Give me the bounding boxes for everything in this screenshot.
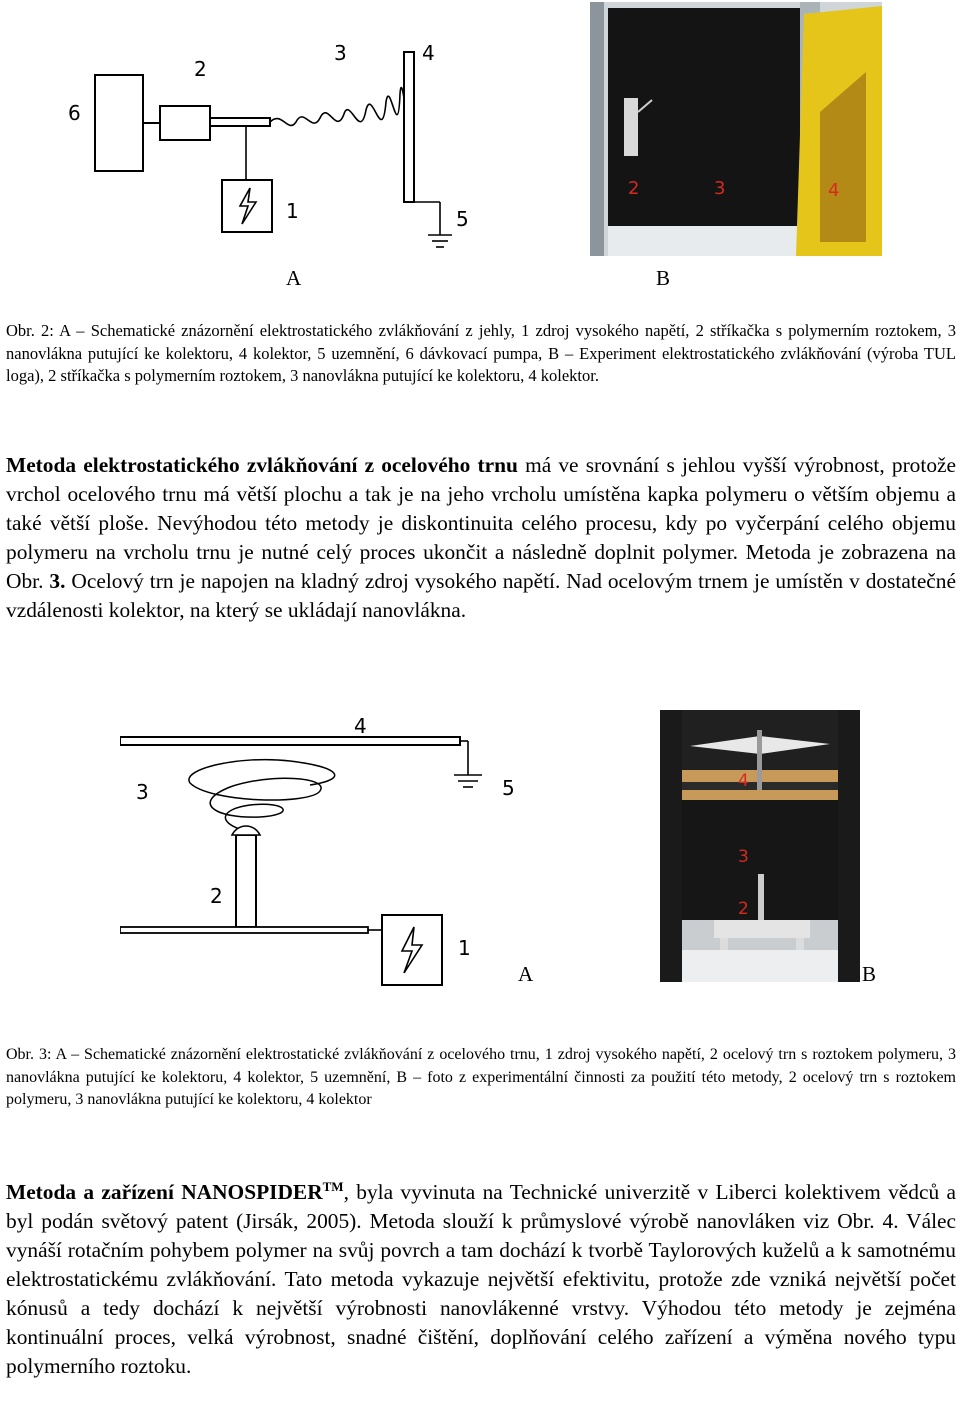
steel-rod-electrospinning-schematic [120,705,520,995]
photo-label-3: 3 [738,847,749,867]
label-6: 6 [68,101,81,125]
needle [210,118,270,126]
label-3: 3 [334,41,347,65]
photo-label-2: 2 [738,899,749,919]
caption-prefix: Obr. 2: [6,321,54,340]
label-2: 2 [194,57,207,81]
photo-label-4: 4 [738,771,749,791]
collector [120,737,460,745]
label-2: 2 [210,884,223,908]
paragraph-text-b: Ocelový trn je napojen na kladný zdroj vysokého napětí. Nad ocelovým trnem je umístěn v dostatečné vzdálenosti kolektor, na který se ukládají nanovlákna. [6,569,956,622]
collector [404,52,414,202]
caption-text: A – Schematické znázornění elektrostatické zvlákňování z ocelového trnu, 1 zdroj vysokého napětí, 2 ocelový trn s roztokem polymeru, 3 nanovlákna putující ke kolektoru, 4 kolektor, 5 uzemnění, B – foto z experimentální činnosti za použití této metody, 2 ocelový trn s roztokem polymeru, 3 nanovlákna putující ke kolektoru, 4 kolektor [6,1046,956,1108]
photo-label-4: 4 [828,180,840,201]
rod-base [120,927,368,933]
label-1: 1 [458,936,471,960]
label-3: 3 [136,780,149,804]
caption-text: A – Schematické znázornění elektrostatického zvlákňování z jehly, 1 zdroj vysokého napětí, 2 stříkačka s polymerním roztokem, 3 nanovlákna putující ke kolektoru, 4 kolektor, 5 uzemnění, 6 dávkovací pumpa, B – Experiment elektrostatického zvlákňování (výroba TUL loga), 2 stříkačka s polymerním roztokem, 3 nanovlákna putující ke kolektoru, 4 kolektor. [6,321,956,385]
panel-label-b: B [862,962,877,986]
panel-label-a: A [518,962,534,986]
label-1: 1 [286,199,299,223]
syringe [160,106,210,140]
label-4: 4 [354,714,367,738]
trademark-mark: TM [322,1179,344,1194]
paragraph-nanospider [6,1172,956,1381]
nanofiber-path [189,760,335,831]
panel-label-b: B [656,266,671,290]
photo-label-2: 2 [628,178,640,199]
high-voltage-source [382,915,442,985]
figure-3-caption [6,1044,956,1112]
figure-2-caption [6,320,956,388]
needle-electrospinning-schematic [50,30,490,260]
photo-label-3: 3 [714,178,726,199]
panel-label-a: A [286,266,302,290]
paragraph-text: , byla vyvinuta na Technické univerzitě v Liberci kolektivem vědců a byl podán světový patent (Jirsák, 2005). Metoda slouží k průmyslové výrobě nanovláken viz Obr. 4. Válec vynáší rotačním pohybem polymer na svůj povrch a tam dochází k tvorbě Taylorových kuželů a k samotnému elektrostatickému zvlákňování. Tato metoda vykazuje největší efektivitu, protože zde vzniká největší počet kónusů a tedy dochází k největší výrobnosti nanovlákenné vrstvy. Výhodou této metody je zejména kontinuální proces, velká výrobnost, snadné čištění, doplňování celého zařízení a výměna nového typu polymerního roztoku. [6,1180,956,1379]
paragraph-lead: Metoda a zařízení NANOSPIDER [6,1180,323,1205]
paragraph-text-a: má ve srovnání s jehlou vyšší výrobnost, protože vrchol ocelového trnu má větší plochu a tak je na jeho vrcholu umístěna kapka polymeru o větším objemu a také větší ploše. Nevýhodou této metody je diskontinuita celého procesu, kdy po vyčerpání celého objemu polymeru na vrcholu trnu je nutné celý proces ukončit a následně doplnit polymer. Metoda je zobrazena na Obr. [6,453,957,593]
paragraph-steel-rod-method [6,451,956,625]
label-4: 4 [422,41,435,65]
experiment-photo-tul-logo [590,2,882,256]
dosing-pump [95,75,143,171]
experiment-photo-steel-rod [660,710,860,982]
nanofiber-path [270,88,408,126]
steel-rod [236,835,256,927]
label-5: 5 [502,776,515,800]
caption-prefix: Obr. 3: [6,1046,52,1063]
label-5: 5 [456,207,469,231]
figure-reference: 3. [49,569,66,593]
paragraph-lead: Metoda elektrostatického zvlákňování z ocelového trnu [6,453,518,477]
